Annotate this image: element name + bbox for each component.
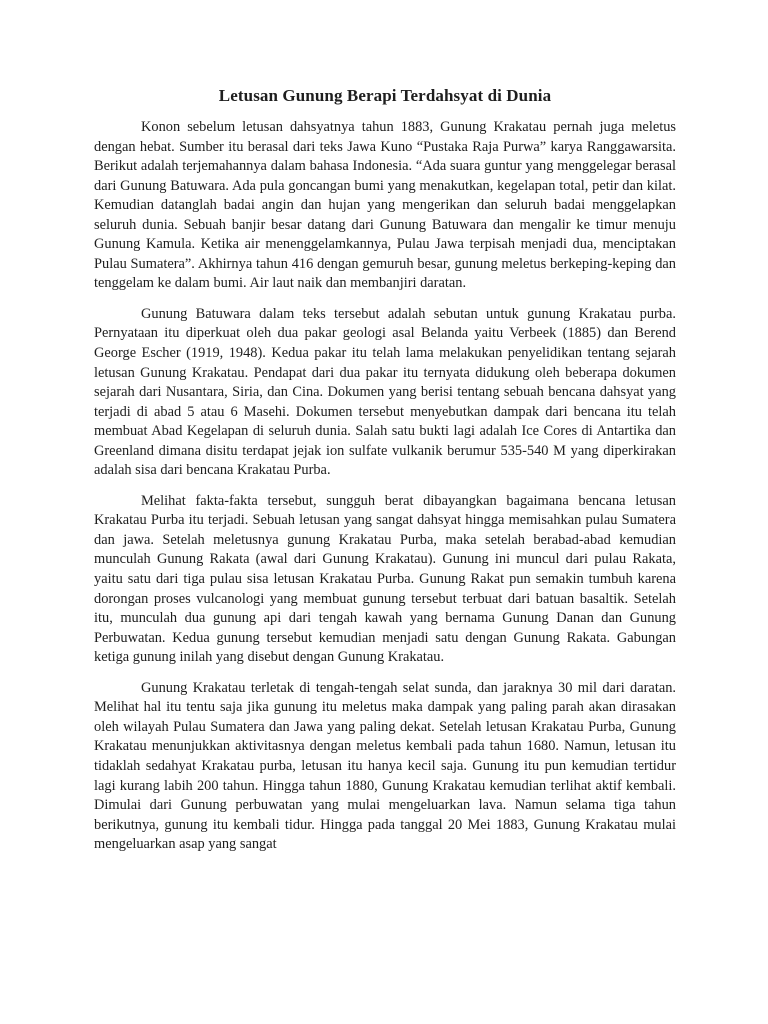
paragraph-4: Gunung Krakatau terletak di tengah-tengah selat sunda, dan jaraknya 30 mil dari daratan. Melihat hal itu tentu saja jika gunung itu meletus maka dampak yang paling parah akan dirasakan oleh wilayah Pulau Sumatera dan Jawa yang paling dekat. Setelah letusan Krakatau Purba, Gunung Krakatau menunjukkan aktivitasnya dengan meletus kembali pada tahun 1680. Namun, letusan itu tidaklah sedahyat Krakatau purba, letusan itu hanya kecil saja. Gunung itu pun kemudian tertidur lagi kurang labih 200 tahun. Hingga tahun 1880, Gunung Krakatau kemudian terlihat aktif kembali. Dimulai dari Gunung perbuwatan yang mulai mengeluarkan lava. Namun selama tiga tahun berikutnya, gunung itu kembali tidur. Hingga pada tanggal 20 Mei 1883, Gunung Krakatau mulai mengeluarkan asap yang sangat bbox=[94, 679, 676, 853]
paragraph-2: Gunung Batuwara dalam teks tersebut adalah sebutan untuk gunung Krakatau purba. Pernyataan itu diperkuat oleh dua pakar geologi asal Belanda yaitu Verbeek (1885) dan Berend George Escher (1919, 1948). Kedua pakar itu telah lama melakukan penyelidikan tentang sejarah letusan Gunung Krakatau. Pendapat dari dua pakar itu ternyata didukung oleh beberapa dokumen sejarah dari Nusantara, Siria, dan Cina. Dokumen yang berisi tentang sebuah bencana dahsyat yang terjadi di abad 5 atau 6 Masehi. Dokumen tersebut menyebutkan dampak dari bencana itu telah membuat Abad Kegelapan di seluruh dunia. Salah satu bukti lagi adalah Ice Cores di Antartika dan Greenland dimana disitu terdapat jejak ion sulfate vulkanik berumur 535-540 M yang diperkirakan adalah sisa dari bencana Krakatau Purba. bbox=[94, 305, 676, 479]
paragraph-1: Konon sebelum letusan dahsyatnya tahun 1883, Gunung Krakatau pernah juga meletus dengan hebat. Sumber itu berasal dari teks Jawa Kuno “Pustaka Raja Purwa” karya Ranggawarsita. Berikut adalah terjemahannya dalam bahasa Indonesia. “Ada suara guntur yang menggelegar berasal dari Gunung Batuwara. Ada pula goncangan bumi yang menakutkan, kegelapan total, petir dan kilat. Kemudian datanglah badai angin dan hujan yang mengerikan dan seluruh badai menggelapkan seluruh dunia. Sebuah banjir besar datang dari Gunung Batuwara dan mengalir ke timur menuju Gunung Kamula. Ketika air menenggelamkannya, Pulau Jawa terpisah menjadi dua, menciptakan Pulau Sumatera”. Akhirnya tahun 416 dengan gemuruh besar, gunung meletus berkeping-keping dan tenggelam ke dalam bumi. Air laut naik dan membanjiri daratan. bbox=[94, 119, 676, 292]
document-page bbox=[94, 84, 676, 866]
document-title: Letusan Gunung Berapi Terdahsyat di Dunia bbox=[218, 86, 552, 105]
paragraph-3: Melihat fakta-fakta tersebut, sungguh berat dibayangkan bagaimana bencana letusan Krakatau Purba itu terjadi. Sebuah letusan yang sangat dahsyat hingga memisahkan pulau Sumatera dan jawa. Setelah meletusnya gunung Krakatau Purba, maka setelah berabad-abad kemudian munculah Gunung Rakata (awal dari Gunung Krakatau). Gunung ini muncul dari pulau Rakata, yaitu satu dari tiga pulau sisa letusan Krakatau Purba. Gunung Rakat pun semakin tumbuh karena dorongan proses vulcanologi yang membuat gunung tersebut terbuat dari batuan basaltik. Setelah itu, munculah dua gunung api dari tengah kawah yang bernama Gunung Danan dan Gunung Perbuwatan. Kedua gunung tersebut kemudian menjadi satu dengan Gunung Rakata. Gabungan ketiga gunung inilah yang disebut dengan Gunung Krakatau. bbox=[94, 492, 676, 666]
